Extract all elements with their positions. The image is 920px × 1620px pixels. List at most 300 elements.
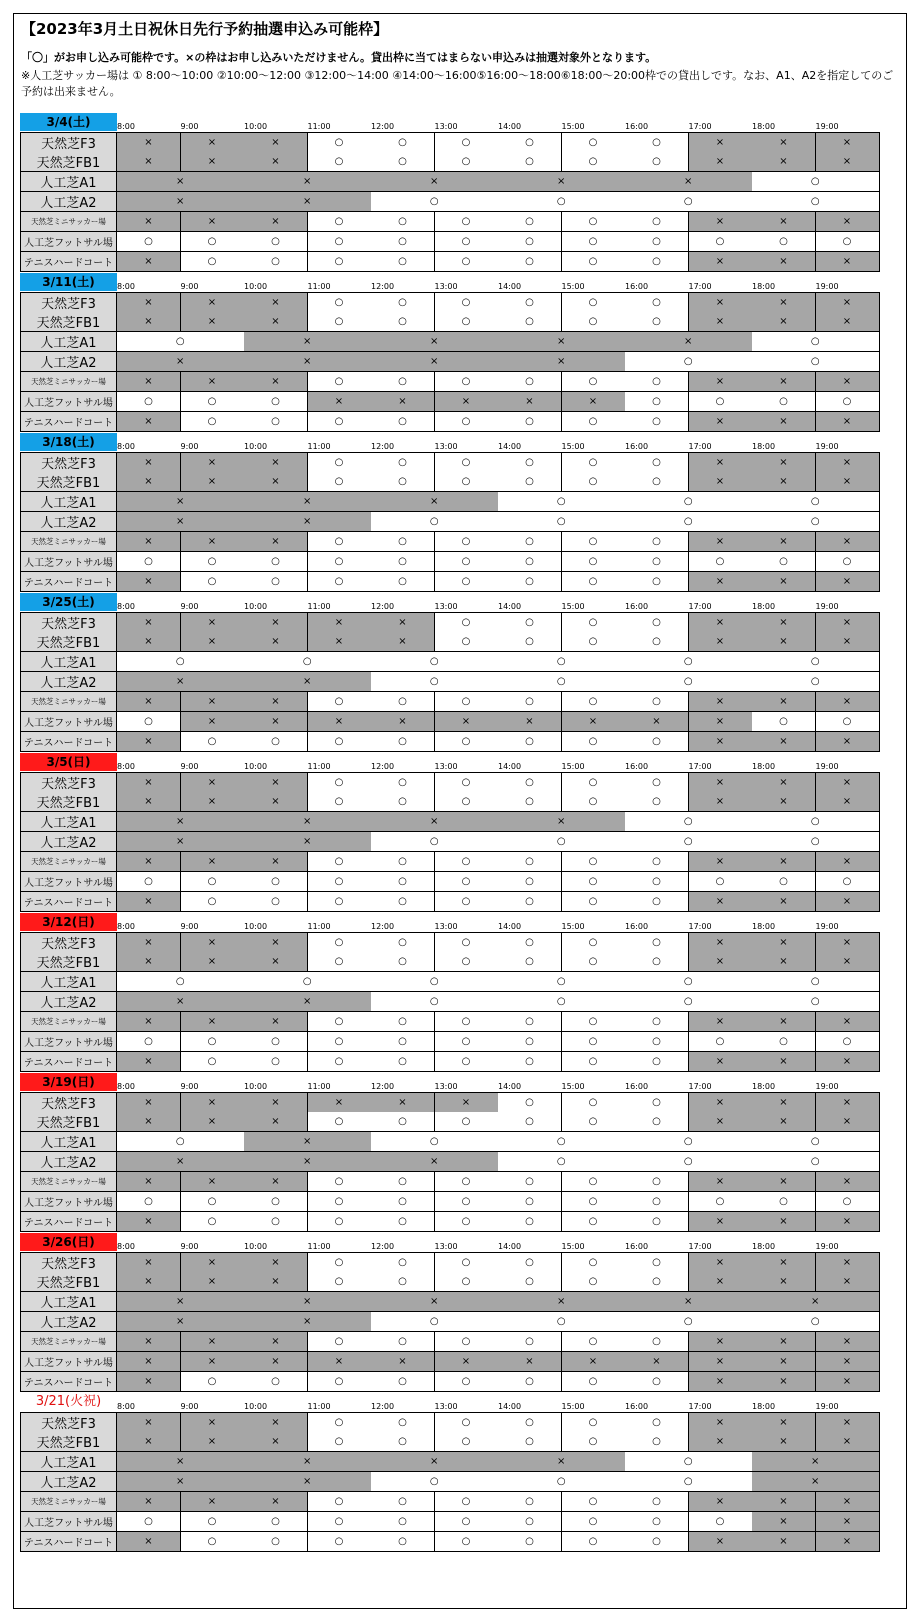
slot-available[interactable]: ○ xyxy=(181,1372,245,1392)
slot-available[interactable]: ○ xyxy=(625,872,689,892)
slot-available[interactable]: ○ xyxy=(562,1512,626,1532)
slot-available[interactable]: ○ xyxy=(562,1112,626,1132)
slot-available[interactable]: ○ xyxy=(625,1272,689,1292)
slot-available[interactable]: ○ xyxy=(435,1512,499,1532)
slot-available[interactable]: ○ xyxy=(625,252,689,272)
slot-available[interactable]: ○ xyxy=(498,972,626,992)
slot-available[interactable]: ○ xyxy=(816,1032,880,1052)
slot-available[interactable]: ○ xyxy=(625,1412,689,1433)
slot-available[interactable]: ○ xyxy=(625,1212,689,1232)
slot-available[interactable]: ○ xyxy=(625,772,689,793)
slot-available[interactable]: ○ xyxy=(308,692,372,712)
slot-available[interactable]: ○ xyxy=(435,132,499,153)
slot-available[interactable]: ○ xyxy=(498,1012,562,1032)
slot-available[interactable]: ○ xyxy=(435,372,499,392)
slot-available[interactable]: ○ xyxy=(435,472,499,492)
slot-available[interactable]: ○ xyxy=(371,212,435,232)
slot-available[interactable]: ○ xyxy=(752,332,880,352)
slot-available[interactable]: ○ xyxy=(371,1432,435,1452)
slot-available[interactable]: ○ xyxy=(308,1432,372,1452)
slot-available[interactable]: ○ xyxy=(371,232,435,252)
slot-available[interactable]: ○ xyxy=(117,1032,181,1052)
slot-available[interactable]: ○ xyxy=(117,1512,181,1532)
slot-available[interactable]: ○ xyxy=(181,252,245,272)
slot-available[interactable]: ○ xyxy=(625,932,689,953)
slot-available[interactable]: ○ xyxy=(435,1432,499,1452)
slot-available[interactable]: ○ xyxy=(625,232,689,252)
slot-available[interactable]: ○ xyxy=(435,1372,499,1392)
slot-available[interactable]: ○ xyxy=(562,1092,626,1113)
slot-available[interactable]: ○ xyxy=(562,1492,626,1512)
slot-available[interactable]: ○ xyxy=(308,412,372,432)
slot-available[interactable]: ○ xyxy=(435,1032,499,1052)
slot-available[interactable]: ○ xyxy=(435,1412,499,1433)
slot-available[interactable]: ○ xyxy=(371,152,435,172)
slot-available[interactable]: ○ xyxy=(625,652,753,672)
slot-available[interactable]: ○ xyxy=(498,1332,562,1352)
slot-available[interactable]: ○ xyxy=(244,1192,308,1212)
slot-available[interactable]: ○ xyxy=(498,572,562,592)
slot-available[interactable]: ○ xyxy=(562,892,626,912)
slot-available[interactable]: ○ xyxy=(625,1332,689,1352)
slot-available[interactable]: ○ xyxy=(752,492,880,512)
slot-available[interactable]: ○ xyxy=(625,792,689,812)
slot-available[interactable]: ○ xyxy=(371,1512,435,1532)
slot-available[interactable]: ○ xyxy=(371,1532,435,1552)
slot-available[interactable]: ○ xyxy=(562,952,626,972)
slot-available[interactable]: ○ xyxy=(625,1512,689,1532)
slot-available[interactable]: ○ xyxy=(244,1512,308,1532)
slot-available[interactable]: ○ xyxy=(562,532,626,552)
slot-available[interactable]: ○ xyxy=(181,1512,245,1532)
slot-available[interactable]: ○ xyxy=(117,552,181,572)
slot-available[interactable]: ○ xyxy=(371,732,435,752)
slot-available[interactable]: ○ xyxy=(498,512,626,532)
slot-available[interactable]: ○ xyxy=(371,552,435,572)
slot-available[interactable]: ○ xyxy=(435,792,499,812)
slot-available[interactable]: ○ xyxy=(689,232,753,252)
slot-available[interactable]: ○ xyxy=(498,212,562,232)
slot-available[interactable]: ○ xyxy=(498,772,562,793)
slot-available[interactable]: ○ xyxy=(308,572,372,592)
slot-available[interactable]: ○ xyxy=(371,932,435,953)
slot-available[interactable]: ○ xyxy=(435,1332,499,1352)
slot-available[interactable]: ○ xyxy=(689,552,753,572)
slot-available[interactable]: ○ xyxy=(562,212,626,232)
slot-available[interactable]: ○ xyxy=(562,612,626,633)
slot-available[interactable]: ○ xyxy=(435,1012,499,1032)
slot-available[interactable]: ○ xyxy=(498,792,562,812)
slot-available[interactable]: ○ xyxy=(752,672,880,692)
slot-available[interactable]: ○ xyxy=(625,1472,753,1492)
slot-available[interactable]: ○ xyxy=(625,832,753,852)
slot-available[interactable]: ○ xyxy=(562,1332,626,1352)
slot-available[interactable]: ○ xyxy=(435,1192,499,1212)
slot-available[interactable]: ○ xyxy=(752,552,816,572)
slot-available[interactable]: ○ xyxy=(625,552,689,572)
slot-available[interactable]: ○ xyxy=(435,612,499,633)
slot-available[interactable]: ○ xyxy=(371,572,435,592)
slot-available[interactable]: ○ xyxy=(752,992,880,1012)
slot-available[interactable]: ○ xyxy=(752,392,816,412)
slot-available[interactable]: ○ xyxy=(244,972,372,992)
slot-available[interactable]: ○ xyxy=(117,1192,181,1212)
slot-available[interactable]: ○ xyxy=(435,932,499,953)
slot-available[interactable]: ○ xyxy=(371,1312,499,1332)
slot-available[interactable]: ○ xyxy=(498,1432,562,1452)
slot-available[interactable]: ○ xyxy=(562,1252,626,1273)
slot-available[interactable]: ○ xyxy=(562,252,626,272)
slot-available[interactable]: ○ xyxy=(625,1452,753,1472)
slot-available[interactable]: ○ xyxy=(498,452,562,473)
slot-available[interactable]: ○ xyxy=(371,772,435,793)
slot-available[interactable]: ○ xyxy=(435,412,499,432)
slot-available[interactable]: ○ xyxy=(625,672,753,692)
slot-available[interactable]: ○ xyxy=(498,292,562,313)
slot-available[interactable]: ○ xyxy=(752,812,880,832)
slot-available[interactable]: ○ xyxy=(498,132,562,153)
slot-available[interactable]: ○ xyxy=(498,1192,562,1212)
slot-available[interactable]: ○ xyxy=(371,1052,435,1072)
slot-available[interactable]: ○ xyxy=(816,1192,880,1212)
slot-available[interactable]: ○ xyxy=(625,352,753,372)
slot-available[interactable]: ○ xyxy=(498,252,562,272)
slot-available[interactable]: ○ xyxy=(625,412,689,432)
slot-available[interactable]: ○ xyxy=(562,412,626,432)
slot-available[interactable]: ○ xyxy=(308,1112,372,1132)
slot-available[interactable]: ○ xyxy=(562,732,626,752)
slot-available[interactable]: ○ xyxy=(244,232,308,252)
slot-available[interactable]: ○ xyxy=(244,652,372,672)
slot-available[interactable]: ○ xyxy=(625,1532,689,1552)
slot-available[interactable]: ○ xyxy=(371,692,435,712)
slot-available[interactable]: ○ xyxy=(435,632,499,652)
slot-available[interactable]: ○ xyxy=(498,372,562,392)
slot-available[interactable]: ○ xyxy=(562,1372,626,1392)
slot-available[interactable]: ○ xyxy=(308,532,372,552)
slot-available[interactable]: ○ xyxy=(498,992,626,1012)
slot-available[interactable]: ○ xyxy=(752,652,880,672)
slot-available[interactable]: ○ xyxy=(308,1272,372,1292)
slot-available[interactable]: ○ xyxy=(562,932,626,953)
slot-available[interactable]: ○ xyxy=(435,1492,499,1512)
slot-available[interactable]: ○ xyxy=(371,132,435,153)
slot-available[interactable]: ○ xyxy=(371,992,499,1012)
slot-available[interactable]: ○ xyxy=(308,372,372,392)
slot-available[interactable]: ○ xyxy=(308,892,372,912)
slot-available[interactable]: ○ xyxy=(371,1372,435,1392)
slot-available[interactable]: ○ xyxy=(625,852,689,872)
slot-available[interactable]: ○ xyxy=(625,292,689,313)
slot-available[interactable]: ○ xyxy=(181,732,245,752)
slot-available[interactable]: ○ xyxy=(371,972,499,992)
slot-available[interactable]: ○ xyxy=(181,392,245,412)
slot-available[interactable]: ○ xyxy=(498,412,562,432)
slot-available[interactable]: ○ xyxy=(308,732,372,752)
slot-available[interactable]: ○ xyxy=(371,832,499,852)
slot-available[interactable]: ○ xyxy=(244,1372,308,1392)
slot-available[interactable]: ○ xyxy=(117,392,181,412)
slot-available[interactable]: ○ xyxy=(308,232,372,252)
slot-available[interactable]: ○ xyxy=(117,872,181,892)
slot-available[interactable]: ○ xyxy=(625,1092,689,1113)
slot-available[interactable]: ○ xyxy=(562,1432,626,1452)
slot-available[interactable]: ○ xyxy=(308,1412,372,1433)
slot-available[interactable]: ○ xyxy=(117,1132,245,1152)
slot-available[interactable]: ○ xyxy=(371,1492,435,1512)
slot-available[interactable]: ○ xyxy=(816,392,880,412)
slot-available[interactable]: ○ xyxy=(308,1052,372,1072)
slot-available[interactable]: ○ xyxy=(308,252,372,272)
slot-available[interactable]: ○ xyxy=(498,632,562,652)
slot-available[interactable]: ○ xyxy=(562,132,626,153)
slot-available[interactable]: ○ xyxy=(562,452,626,473)
slot-available[interactable]: ○ xyxy=(625,1252,689,1273)
slot-available[interactable]: ○ xyxy=(562,1172,626,1192)
slot-available[interactable]: ○ xyxy=(562,572,626,592)
slot-available[interactable]: ○ xyxy=(308,952,372,972)
slot-available[interactable]: ○ xyxy=(625,1372,689,1392)
slot-available[interactable]: ○ xyxy=(625,1312,753,1332)
slot-available[interactable]: ○ xyxy=(181,1212,245,1232)
slot-available[interactable]: ○ xyxy=(498,1272,562,1292)
slot-available[interactable]: ○ xyxy=(752,192,880,212)
slot-available[interactable]: ○ xyxy=(435,1172,499,1192)
slot-available[interactable]: ○ xyxy=(308,1012,372,1032)
slot-available[interactable]: ○ xyxy=(435,952,499,972)
slot-available[interactable]: ○ xyxy=(498,1512,562,1532)
slot-available[interactable]: ○ xyxy=(562,1012,626,1032)
slot-available[interactable]: ○ xyxy=(498,1132,626,1152)
slot-available[interactable]: ○ xyxy=(752,1132,880,1152)
slot-available[interactable]: ○ xyxy=(562,772,626,793)
slot-available[interactable]: ○ xyxy=(625,192,753,212)
slot-available[interactable]: ○ xyxy=(371,292,435,313)
slot-available[interactable]: ○ xyxy=(435,312,499,332)
slot-available[interactable]: ○ xyxy=(625,1032,689,1052)
slot-available[interactable]: ○ xyxy=(752,712,816,732)
slot-available[interactable]: ○ xyxy=(625,312,689,332)
slot-available[interactable]: ○ xyxy=(498,532,562,552)
slot-available[interactable]: ○ xyxy=(625,1052,689,1072)
slot-available[interactable]: ○ xyxy=(371,252,435,272)
slot-available[interactable]: ○ xyxy=(435,1052,499,1072)
slot-available[interactable]: ○ xyxy=(308,932,372,953)
slot-available[interactable]: ○ xyxy=(625,732,689,752)
slot-available[interactable]: ○ xyxy=(498,152,562,172)
slot-available[interactable]: ○ xyxy=(371,852,435,872)
slot-available[interactable]: ○ xyxy=(625,892,689,912)
slot-available[interactable]: ○ xyxy=(371,1412,435,1433)
slot-available[interactable]: ○ xyxy=(562,872,626,892)
slot-available[interactable]: ○ xyxy=(308,1192,372,1212)
slot-available[interactable]: ○ xyxy=(689,1192,753,1212)
slot-available[interactable]: ○ xyxy=(308,552,372,572)
slot-available[interactable]: ○ xyxy=(244,412,308,432)
slot-available[interactable]: ○ xyxy=(562,232,626,252)
slot-available[interactable]: ○ xyxy=(308,212,372,232)
slot-available[interactable]: ○ xyxy=(498,1212,562,1232)
slot-available[interactable]: ○ xyxy=(308,1332,372,1352)
slot-available[interactable]: ○ xyxy=(435,1212,499,1232)
slot-available[interactable]: ○ xyxy=(498,892,562,912)
slot-available[interactable]: ○ xyxy=(371,952,435,972)
slot-available[interactable]: ○ xyxy=(625,972,753,992)
slot-available[interactable]: ○ xyxy=(752,172,880,192)
slot-available[interactable]: ○ xyxy=(117,232,181,252)
slot-available[interactable]: ○ xyxy=(625,812,753,832)
slot-available[interactable]: ○ xyxy=(244,1532,308,1552)
slot-available[interactable]: ○ xyxy=(498,1252,562,1273)
slot-available[interactable]: ○ xyxy=(625,572,689,592)
slot-available[interactable]: ○ xyxy=(435,892,499,912)
slot-available[interactable]: ○ xyxy=(244,1052,308,1072)
slot-available[interactable]: ○ xyxy=(117,712,181,732)
slot-available[interactable]: ○ xyxy=(625,492,753,512)
slot-available[interactable]: ○ xyxy=(371,1192,435,1212)
slot-available[interactable]: ○ xyxy=(625,152,689,172)
slot-available[interactable]: ○ xyxy=(498,872,562,892)
slot-available[interactable]: ○ xyxy=(117,652,245,672)
slot-available[interactable]: ○ xyxy=(562,1532,626,1552)
slot-available[interactable]: ○ xyxy=(435,292,499,313)
slot-available[interactable]: ○ xyxy=(117,332,245,352)
slot-available[interactable]: ○ xyxy=(689,392,753,412)
slot-available[interactable]: ○ xyxy=(181,892,245,912)
slot-available[interactable]: ○ xyxy=(498,1472,626,1492)
slot-available[interactable]: ○ xyxy=(181,572,245,592)
slot-available[interactable]: ○ xyxy=(562,372,626,392)
slot-available[interactable]: ○ xyxy=(752,352,880,372)
slot-available[interactable]: ○ xyxy=(625,392,689,412)
slot-available[interactable]: ○ xyxy=(244,252,308,272)
slot-available[interactable]: ○ xyxy=(435,732,499,752)
slot-available[interactable]: ○ xyxy=(625,512,753,532)
slot-available[interactable]: ○ xyxy=(562,152,626,172)
slot-available[interactable]: ○ xyxy=(371,1212,435,1232)
slot-available[interactable]: ○ xyxy=(562,1192,626,1212)
slot-available[interactable]: ○ xyxy=(816,232,880,252)
slot-available[interactable]: ○ xyxy=(181,872,245,892)
slot-available[interactable]: ○ xyxy=(371,412,435,432)
slot-available[interactable]: ○ xyxy=(435,1112,499,1132)
slot-available[interactable]: ○ xyxy=(308,452,372,473)
slot-available[interactable]: ○ xyxy=(562,472,626,492)
slot-available[interactable]: ○ xyxy=(752,1312,880,1332)
slot-available[interactable]: ○ xyxy=(498,1412,562,1433)
slot-available[interactable]: ○ xyxy=(498,492,626,512)
slot-available[interactable]: ○ xyxy=(498,1112,562,1132)
slot-available[interactable]: ○ xyxy=(117,972,245,992)
slot-available[interactable]: ○ xyxy=(308,292,372,313)
slot-available[interactable]: ○ xyxy=(181,1052,245,1072)
slot-available[interactable]: ○ xyxy=(562,312,626,332)
slot-available[interactable]: ○ xyxy=(562,792,626,812)
slot-available[interactable]: ○ xyxy=(816,872,880,892)
slot-available[interactable]: ○ xyxy=(371,1272,435,1292)
slot-available[interactable]: ○ xyxy=(625,372,689,392)
slot-available[interactable]: ○ xyxy=(562,1032,626,1052)
slot-available[interactable]: ○ xyxy=(371,1172,435,1192)
slot-available[interactable]: ○ xyxy=(816,712,880,732)
slot-available[interactable]: ○ xyxy=(371,372,435,392)
slot-available[interactable]: ○ xyxy=(625,1172,689,1192)
slot-available[interactable]: ○ xyxy=(308,872,372,892)
slot-available[interactable]: ○ xyxy=(244,572,308,592)
slot-available[interactable]: ○ xyxy=(498,832,626,852)
slot-available[interactable]: ○ xyxy=(752,1192,816,1212)
slot-available[interactable]: ○ xyxy=(244,392,308,412)
slot-available[interactable]: ○ xyxy=(752,1032,816,1052)
slot-available[interactable]: ○ xyxy=(308,132,372,153)
slot-available[interactable]: ○ xyxy=(181,1192,245,1212)
slot-available[interactable]: ○ xyxy=(371,672,499,692)
slot-available[interactable]: ○ xyxy=(308,1492,372,1512)
slot-available[interactable]: ○ xyxy=(371,1032,435,1052)
slot-available[interactable]: ○ xyxy=(625,1012,689,1032)
slot-available[interactable]: ○ xyxy=(371,452,435,473)
slot-available[interactable]: ○ xyxy=(498,232,562,252)
slot-available[interactable]: ○ xyxy=(371,1472,499,1492)
slot-available[interactable]: ○ xyxy=(308,1512,372,1532)
slot-available[interactable]: ○ xyxy=(498,1092,562,1113)
slot-available[interactable]: ○ xyxy=(371,312,435,332)
slot-available[interactable]: ○ xyxy=(625,1192,689,1212)
slot-available[interactable]: ○ xyxy=(498,1532,562,1552)
slot-available[interactable]: ○ xyxy=(371,872,435,892)
slot-available[interactable]: ○ xyxy=(498,312,562,332)
slot-available[interactable]: ○ xyxy=(498,1372,562,1392)
slot-available[interactable]: ○ xyxy=(371,792,435,812)
slot-available[interactable]: ○ xyxy=(308,772,372,793)
slot-available[interactable]: ○ xyxy=(562,632,626,652)
slot-available[interactable]: ○ xyxy=(752,832,880,852)
slot-available[interactable]: ○ xyxy=(625,1152,753,1172)
slot-available[interactable]: ○ xyxy=(371,1012,435,1032)
slot-available[interactable]: ○ xyxy=(498,952,562,972)
slot-available[interactable]: ○ xyxy=(435,552,499,572)
slot-available[interactable]: ○ xyxy=(435,872,499,892)
slot-available[interactable]: ○ xyxy=(308,1532,372,1552)
slot-available[interactable]: ○ xyxy=(371,892,435,912)
slot-available[interactable]: ○ xyxy=(625,1112,689,1132)
slot-available[interactable]: ○ xyxy=(498,852,562,872)
slot-available[interactable]: ○ xyxy=(625,952,689,972)
slot-available[interactable]: ○ xyxy=(308,1252,372,1273)
slot-available[interactable]: ○ xyxy=(308,1212,372,1232)
slot-available[interactable]: ○ xyxy=(498,1172,562,1192)
slot-available[interactable]: ○ xyxy=(244,1212,308,1232)
slot-available[interactable]: ○ xyxy=(181,552,245,572)
slot-available[interactable]: ○ xyxy=(816,552,880,572)
slot-available[interactable]: ○ xyxy=(625,1492,689,1512)
slot-available[interactable]: ○ xyxy=(625,532,689,552)
slot-available[interactable]: ○ xyxy=(435,452,499,473)
slot-available[interactable]: ○ xyxy=(435,772,499,793)
slot-available[interactable]: ○ xyxy=(498,932,562,953)
slot-available[interactable]: ○ xyxy=(625,992,753,1012)
slot-available[interactable]: ○ xyxy=(435,692,499,712)
slot-available[interactable]: ○ xyxy=(435,1272,499,1292)
slot-available[interactable]: ○ xyxy=(371,192,499,212)
slot-available[interactable]: ○ xyxy=(181,412,245,432)
slot-available[interactable]: ○ xyxy=(498,1152,626,1172)
slot-available[interactable]: ○ xyxy=(435,1252,499,1273)
slot-available[interactable]: ○ xyxy=(689,1032,753,1052)
slot-available[interactable]: ○ xyxy=(244,892,308,912)
slot-available[interactable]: ○ xyxy=(562,552,626,572)
slot-available[interactable]: ○ xyxy=(371,1112,435,1132)
